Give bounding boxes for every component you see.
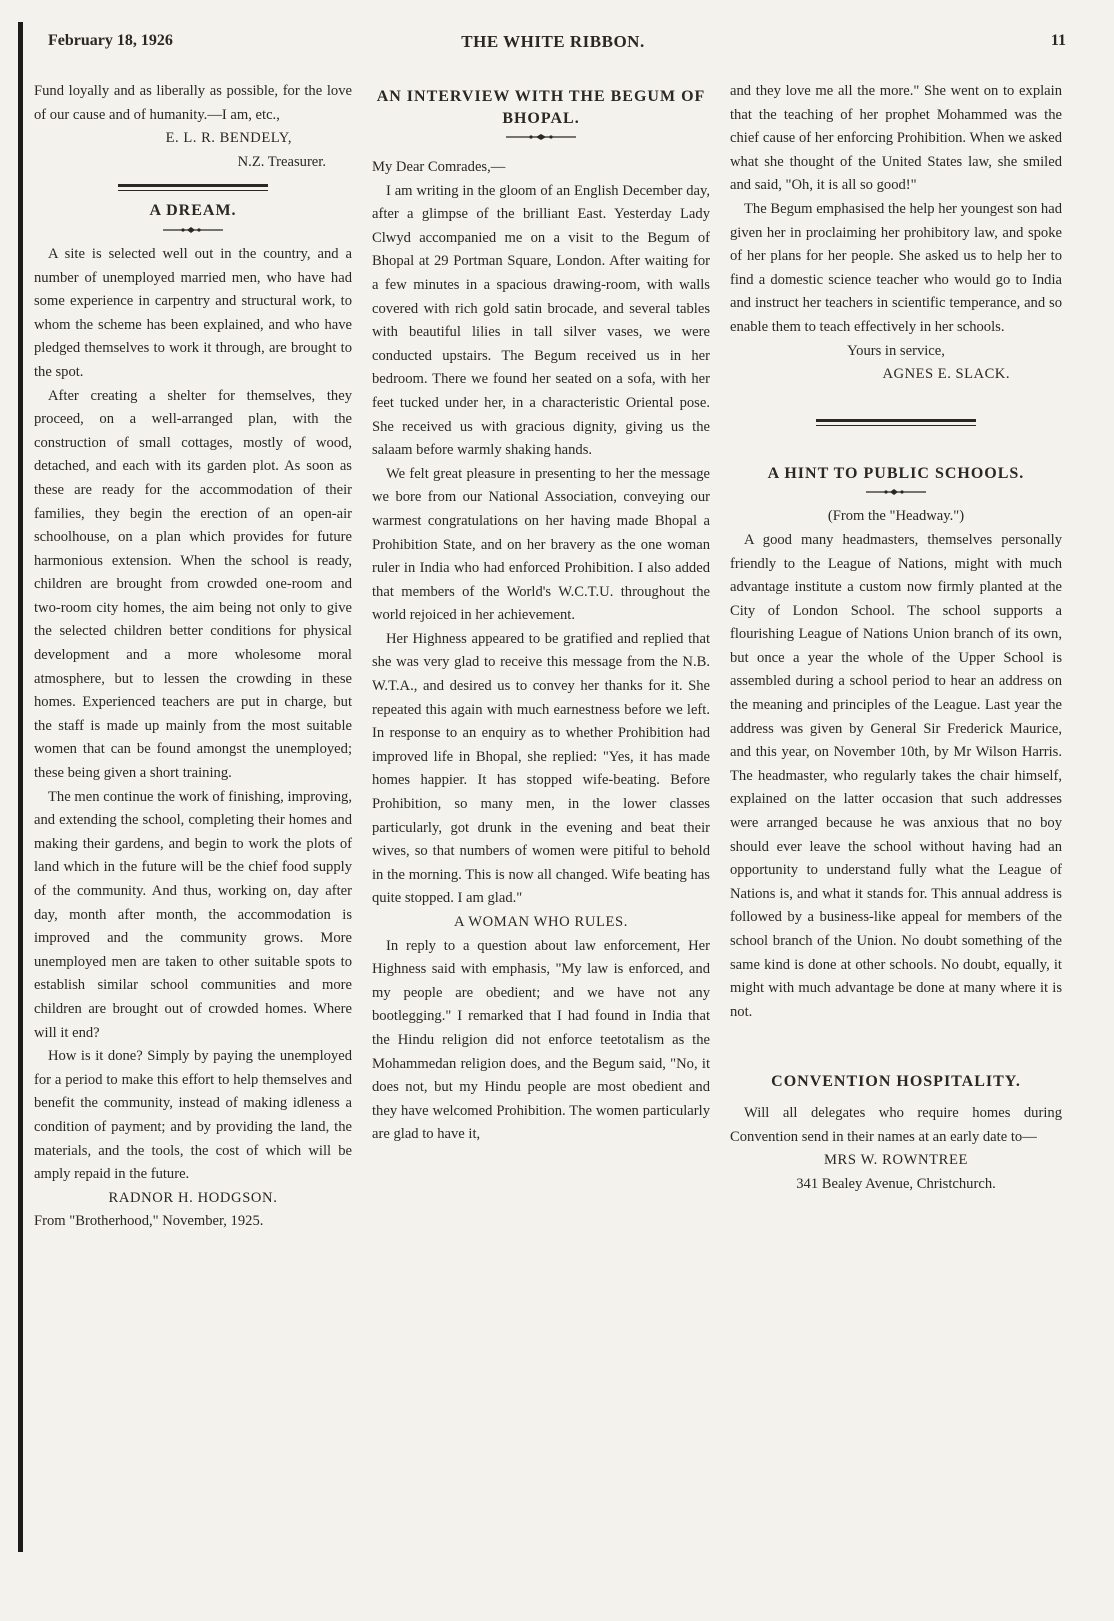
page-edge-rule — [18, 22, 23, 1552]
hint-heading: A HINT TO PUBLIC SCHOOLS. — [767, 464, 1025, 482]
dream-heading: A DREAM. — [149, 202, 237, 220]
interview-paragraph: Her Highness appeared to be gratified and replied that she was very glad to receive this message from the N.B. W.T.A., and desired us to convey her thanks for it. She repeated this again with much earnestness before we left. In response to an enquiry as to whether Prohibition had improved life in Bhopal, she replied: "Yes, it has made homes happier. It has stopped wife-beating. Before Prohibition, so many men, in the lower classes particularly, got drunk in the evening and beat their wives, so that numbers of women were pitiful to behold in the morning. This is now all changed. Wife beating has quite stopped. I am glad." — [372, 630, 710, 907]
ornament-rule-icon — [506, 132, 576, 142]
letter-signature-title: N.Z. Treasurer. — [237, 153, 326, 170]
publication-title: THE WHITE RIBBON. — [461, 32, 645, 51]
section-divider — [816, 419, 976, 422]
interview-continued: and they love me all the more." She went on to explain that the teaching of her prophet Mohammed was the chief cause of her enforcing Prohibition. When we asked what she thought of the United States law, she smiled and said, "Oh, it is all so good!" — [730, 83, 1062, 194]
interview-subheading: A WOMAN WHO RULES. — [453, 914, 629, 930]
dream-source: From "Brotherhood," November, 1925. — [34, 1213, 264, 1230]
interview-paragraph: I am writing in the gloom of an English December day, after a glimpse of the brilliant East. Yesterday Lady Clwyd accompanied me on a visit to the Begum of Bhopal at 29 Portman Square, London. After waiting for a few minutes in a spacious drawing-room, with walls covered with rich gold satin brocade, and several tables with beautiful lilies in tall silver vases, we were conducted upstairs. The Begum received us in her bedroom. There we found her seated on a sofa, with her feet tucked under her, in a characteristic Oriental pose. She received us with gracious dignity, giving us the salaam before warmly shaking hands. — [372, 182, 710, 459]
letter-closing: Yours in service, — [847, 342, 945, 359]
interview-paragraph: In reply to a question about law enforcement, Her Highness said with emphasis, "My law is enforced, and my people are obedient; and we have not any bootlegging." I remarked that I had found in India that the Hindu religion did not enforce teetotalism as the Mohammedan religion does, and the Begum said, "No, it does not, but my Hindu people are most obedient and they have welcomed Prohibition. The women particularly are glad to have it, — [372, 937, 710, 1143]
convention-heading: CONVENTION HOSPITALITY. — [771, 1073, 1021, 1091]
issue-date: February 18, 1926 — [48, 32, 173, 49]
convention-paragraph: Will all delegates who require homes during Convention send in their names at an early date to— — [730, 1104, 1062, 1145]
section-divider-thin — [118, 190, 268, 191]
dream-paragraph: A site is selected well out in the country, and a number of unemployed married men, who have had some experience in carpentry and structural work, to whom the scheme has been explained, and who have pledged themselves to work it through, are brought to the spot. — [34, 245, 352, 380]
section-divider — [118, 184, 268, 187]
page-number: 11 — [1050, 32, 1066, 49]
salutation: My Dear Comrades,— — [372, 159, 506, 175]
dream-paragraph: How is it done? Simply by paying the unemployed for a period to make this effort to help themselves and benefit the community, instead of making idleness a condition of payment; and by providing the land, the materials, and the tools, the cost of which will be amply repaid in the future. — [34, 1048, 352, 1183]
interview-paragraph: We felt great pleasure in presenting to her the message we bore from our National Association, conveying our warmest congratulations on her having made Bhopal a Prohibition State, and on her bravery as the one woman ruler in India who had enforced Prohibition. I also added that members of the World's W.C.T.U. throughout the world rejoiced in her achievement. — [372, 465, 710, 624]
section-divider-thin — [816, 425, 976, 426]
dream-paragraph: The men continue the work of finishing, improving, and extending the school, completing their homes and making their gardens, and begin to work the plots of land which in the future will be the chief food supply of the community. And thus, working on, day after day, month after month, the accommodation is improved and the community grows. More unemployed men are taken to other suitable spots to establish similar school communities and more children are brought out of crowded homes. Where will it end? — [34, 788, 352, 1041]
interview-signature: AGNES E. SLACK. — [882, 366, 1010, 383]
page-header — [40, 28, 1066, 58]
column-left — [34, 80, 352, 1234]
hint-source: (From the "Headway.") — [827, 508, 965, 525]
column-right — [730, 80, 1062, 1196]
interview-heading: AN INTERVIEW WITH THE BEGUM OF BHOPAL. — [376, 88, 706, 127]
dream-paragraph: After creating a shelter for themselves, they proceed, on a well-arranged plan, with the construction of small cottages, mostly of wood, detached, and each with its garden plot. As soon as these are ready for the accommodation of their families, they begin the erection of an open-air schoolhouse, on a plan which provides for future harmonious extension. When the school is ready, children are brought from crowded one-room and two-room city homes, the aim being not only to give the selected children better conditions for physical development and a more wholesome moral atmosphere, but to lessen the crowding in these homes. Experienced teachers are put in charge, but the staff is made up mainly from the most suitable women that can be found amongst the unemployed; these being given a short training. — [34, 387, 352, 782]
dream-signature: RADNOR H. HODGSON. — [108, 1189, 278, 1206]
ornament-rule-icon — [866, 487, 926, 497]
convention-contact-address: 341 Bealey Avenue, Christchurch. — [796, 1175, 996, 1192]
ornament-rule-icon — [163, 225, 223, 235]
column-middle — [372, 80, 710, 1147]
hint-paragraph: A good many headmasters, themselves personally friendly to the League of Nations, might with much advantage institute a custom now firmly planted at the City of London School. The school supports a flourishing League of Nations Union branch of its own, but once a year the whole of the Upper School is assembled during a school period to hear an address on the meaning and principles of the League. Last year the address was given by General Sir Frederick Maurice, and this year, on November 10th, by Mr Wilson Harris. The headmaster, who regularly takes the chair himself, explained on the latter occasion that such addresses were arranged because he was anxious that no boy should ever leave the school without having had an opportunity to understand fully what the League of Nations is, and what it stands for. This annual address is followed by a business-like appeal for members of the school branch of the Union. No doubt something of the same kind is done at other schools. No doubt, equally, it might with much advantage be done at many where it is not. — [730, 531, 1062, 1020]
convention-contact-name: MRS W. ROWNTREE — [823, 1152, 968, 1169]
letter-ending: Fund loyally and as liberally as possible, for the love of our cause and of humanity.—I am, etc., — [34, 83, 352, 123]
letter-signature-name: E. L. R. BENDELY, — [165, 130, 292, 147]
interview-paragraph: The Begum emphasised the help her youngest son had given her in proclaiming her prohibitory law, and spoke of her plans for her people. She asked us to help her to find a domestic science teacher who would go to India and instruct her teachers in scientific temperance, and so enable them to teach effectively in her schools. — [730, 200, 1062, 335]
